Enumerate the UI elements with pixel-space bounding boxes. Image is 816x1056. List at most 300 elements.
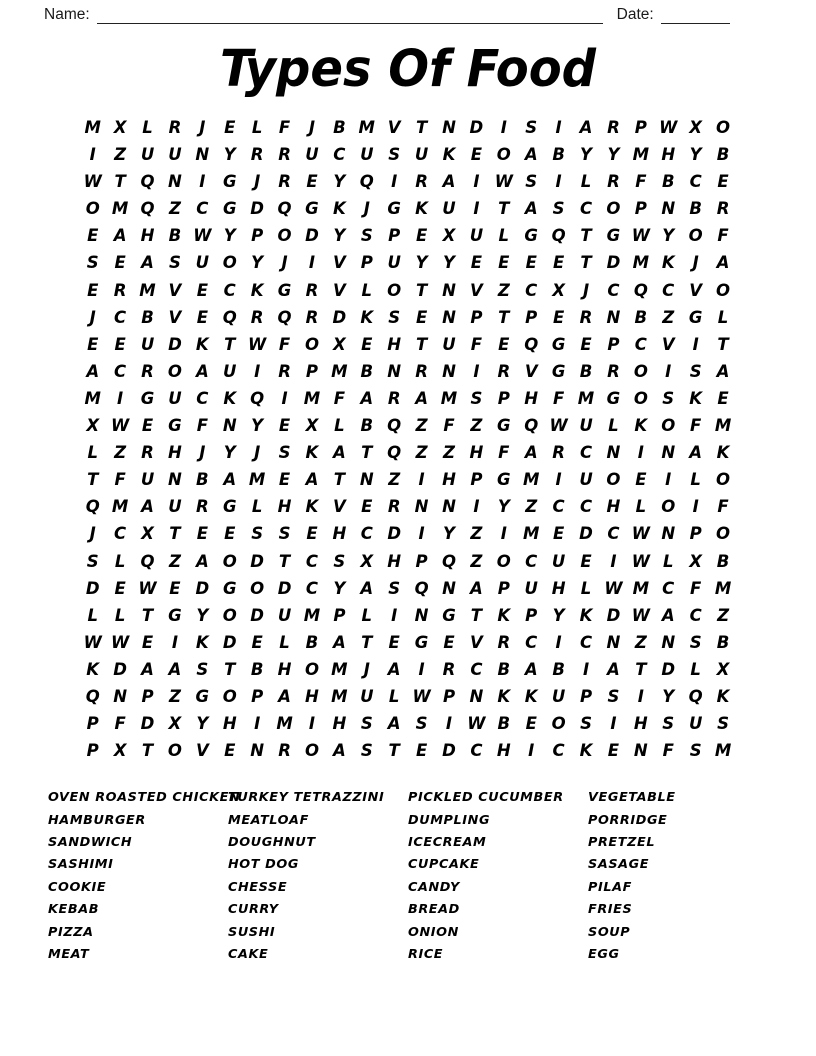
word-item: CANDY — [408, 879, 460, 895]
grid-cell: W — [83, 632, 102, 652]
grid-cell: G — [497, 416, 511, 436]
grid-cell: E — [141, 632, 154, 652]
grid-cell: Q — [387, 416, 402, 436]
grid-cell: U — [442, 199, 456, 219]
grid-cell: N — [222, 416, 237, 436]
grid-cell: G — [688, 307, 703, 327]
grid-cell: Y — [196, 714, 209, 734]
grid-cell: L — [114, 551, 126, 571]
grid-cell: R — [497, 361, 511, 381]
grid-cell: O — [716, 524, 731, 544]
grid-cell: U — [387, 253, 401, 273]
grid-cell: Z — [470, 551, 483, 571]
grid-cell: E — [278, 470, 291, 490]
grid-cell: O — [551, 714, 566, 734]
grid-cell: A — [360, 578, 374, 598]
grid-cell: S — [388, 145, 401, 165]
grid-cell: V — [470, 632, 483, 652]
grid-cell: O — [496, 551, 511, 571]
grid-cell: T — [333, 470, 345, 490]
grid-cell: W — [111, 632, 130, 652]
grid-cell: A — [689, 443, 703, 463]
grid-cell: Y — [607, 145, 620, 165]
grid-row — [79, 412, 737, 439]
grid-cell: E — [224, 741, 236, 761]
grid-cell: B — [497, 714, 511, 734]
grid-cell: S — [360, 226, 373, 246]
grid-cell: G — [606, 226, 621, 246]
grid-cell: E — [525, 253, 537, 273]
grid-cell: T — [415, 280, 428, 300]
grid-cell: T — [717, 334, 729, 354]
grid-cell: C — [305, 551, 318, 571]
grid-cell: Y — [662, 686, 675, 706]
grid-cell: M — [331, 361, 348, 381]
grid-row — [79, 168, 737, 195]
grid-cell: G — [222, 172, 237, 192]
grid-cell: G — [168, 605, 182, 625]
grid-cell: M — [632, 145, 650, 165]
grid-cell: P — [251, 686, 264, 706]
grid-cell: A — [141, 497, 154, 517]
grid-cell: R — [607, 172, 620, 192]
grid-cell: M — [358, 118, 375, 137]
grid-cell: I — [500, 118, 507, 137]
grid-cell: C — [607, 524, 620, 544]
grid-cell: J — [254, 172, 261, 192]
grid-cell: P — [470, 470, 483, 490]
grid-cell: R — [278, 145, 291, 165]
grid-cell: L — [361, 280, 373, 300]
grid-cell: P — [333, 605, 346, 625]
grid-row — [79, 439, 737, 466]
grid-cell: A — [524, 199, 538, 219]
grid-row — [79, 358, 737, 385]
grid-cell: P — [579, 686, 593, 706]
grid-cell: S — [388, 578, 401, 598]
grid-cell: K — [442, 145, 456, 165]
grid-cell: Y — [662, 226, 675, 246]
grid-cell: W — [412, 686, 431, 706]
grid-cell: Y — [443, 253, 455, 273]
grid-cell: T — [114, 172, 126, 192]
grid-cell: D — [661, 659, 676, 679]
grid-cell: R — [415, 172, 428, 192]
grid-cell: S — [360, 741, 373, 761]
grid-cell: F — [717, 497, 729, 517]
grid-cell: M — [714, 416, 732, 436]
grid-cell: W — [549, 416, 568, 436]
grid-cell: P — [497, 578, 510, 598]
grid-cell: P — [634, 118, 647, 137]
date-blank-line — [661, 7, 730, 24]
grid-cell: A — [86, 361, 100, 381]
grid-cell: D — [606, 253, 621, 273]
grid-row — [79, 195, 737, 222]
grid-cell: S — [278, 524, 291, 544]
grid-cell: I — [391, 605, 398, 625]
grid-cell: Y — [223, 145, 236, 165]
grid-cell: J — [89, 524, 96, 544]
grid-cell: C — [662, 280, 675, 300]
grid-cell: T — [87, 470, 99, 490]
grid-cell: W — [631, 226, 650, 246]
grid-cell: N — [661, 524, 676, 544]
grid-cell: F — [196, 416, 208, 436]
grid-cell: N — [606, 632, 621, 652]
grid-cell: G — [168, 416, 182, 436]
grid-cell: C — [114, 361, 127, 381]
grid-cell: S — [662, 714, 675, 734]
grid-cell: E — [306, 172, 318, 192]
grid-cell: J — [363, 659, 370, 679]
grid-cell: U — [168, 497, 182, 517]
grid-cell: I — [610, 551, 617, 571]
grid-cell: C — [196, 199, 209, 219]
grid-cell: E — [717, 388, 729, 408]
grid-cell: C — [607, 280, 620, 300]
word-item: TURKEY TETRAZZINI — [228, 790, 385, 806]
grid-cell: Y — [333, 226, 346, 246]
grid-cell: T — [635, 659, 647, 679]
grid-cell: S — [251, 524, 264, 544]
grid-cell: R — [579, 307, 593, 327]
grid-cell: I — [692, 334, 699, 354]
grid-cell: G — [305, 199, 319, 219]
grid-cell: B — [305, 632, 319, 652]
grid-cell: Q — [414, 578, 429, 598]
grid-cell: L — [498, 226, 510, 246]
grid-cell: I — [637, 443, 644, 463]
word-item: CHESSE — [228, 879, 288, 895]
grid-cell: E — [415, 226, 428, 246]
grid-cell: Z — [525, 497, 538, 517]
grid-cell: A — [524, 443, 538, 463]
grid-cell: L — [690, 470, 701, 490]
grid-cell: W — [631, 551, 650, 571]
word-item: CURRY — [228, 902, 279, 918]
grid-cell: E — [114, 253, 126, 273]
grid-cell: T — [141, 605, 154, 625]
grid-cell: I — [117, 388, 124, 408]
grid-cell: J — [199, 443, 206, 463]
grid-cell: L — [717, 307, 729, 327]
grid-cell: M — [139, 280, 156, 300]
grid-cell: N — [442, 307, 456, 327]
page-title: Types Of Food — [219, 39, 597, 99]
grid-cell: E — [552, 524, 565, 544]
grid-cell: T — [580, 253, 592, 273]
grid-cell: U — [277, 605, 292, 625]
grid-cell: T — [361, 443, 373, 463]
grid-row — [79, 548, 737, 575]
grid-cell: G — [606, 388, 621, 408]
grid-cell: H — [332, 714, 347, 734]
grid-cell: L — [142, 118, 153, 137]
grid-cell: J — [582, 280, 590, 300]
grid-cell: B — [333, 118, 346, 137]
grid-cell: X — [552, 280, 565, 300]
grid-cell: O — [496, 145, 511, 165]
grid-cell: N — [633, 741, 648, 761]
grid-cell: O — [387, 280, 402, 300]
grid-cell: P — [415, 551, 428, 571]
grid-cell: M — [84, 388, 101, 408]
grid-cell: U — [195, 253, 210, 273]
grid-cell: R — [278, 361, 291, 381]
grid-row — [79, 277, 737, 304]
grid-cell: D — [469, 118, 484, 137]
grid-cell: Y — [333, 578, 346, 598]
grid-row — [79, 141, 737, 168]
grid-cell: K — [497, 686, 511, 706]
grid-cell: X — [86, 416, 100, 436]
grid-cell: I — [418, 659, 425, 679]
grid-row — [79, 493, 737, 520]
grid-cell: O — [85, 199, 100, 219]
grid-cell: P — [470, 307, 483, 327]
grid-cell: F — [635, 172, 647, 192]
grid-cell: K — [579, 605, 593, 625]
grid-cell: I — [473, 199, 480, 219]
grid-cell: P — [607, 334, 620, 354]
grid-cell: P — [442, 686, 456, 706]
grid-cell: N — [387, 361, 402, 381]
grid-cell: S — [388, 307, 401, 327]
word-item: ONION — [408, 924, 459, 940]
grid-cell: D — [442, 741, 456, 761]
grid-cell: R — [415, 361, 428, 381]
grid-cell: I — [637, 686, 644, 706]
grid-cell: Q — [277, 199, 292, 219]
grid-cell: A — [524, 145, 538, 165]
grid-cell: H — [524, 388, 539, 408]
date-label: Date: — [616, 6, 654, 23]
grid-cell: I — [473, 172, 480, 192]
grid-cell: T — [224, 334, 236, 354]
grid-cell: R — [387, 497, 401, 517]
grid-cell: D — [140, 714, 155, 734]
grid-cell: S — [525, 172, 538, 192]
grid-cell: V — [661, 334, 675, 354]
grid-cell: H — [633, 714, 648, 734]
word-item: SUSHI — [228, 924, 276, 940]
grid-cell: X — [168, 714, 182, 734]
grid-cell: Q — [441, 551, 456, 571]
grid-cell: R — [552, 443, 565, 463]
grid-cell: Z — [443, 443, 455, 463]
grid-cell: T — [141, 741, 154, 761]
grid-cell: O — [222, 253, 237, 273]
grid-cell: H — [168, 443, 182, 463]
grid-cell: I — [582, 659, 590, 679]
grid-cell: K — [689, 388, 703, 408]
grid-cell: Q — [387, 443, 402, 463]
grid-row — [79, 683, 737, 710]
grid-cell: G — [442, 605, 456, 625]
grid-cell: E — [635, 470, 647, 490]
grid-cell: O — [633, 388, 648, 408]
grid-cell: U — [524, 578, 538, 598]
grid-cell: F — [690, 578, 702, 598]
grid-cell: W — [631, 524, 650, 544]
grid-cell: G — [140, 388, 155, 408]
grid-cell: E — [87, 334, 99, 354]
grid-row — [79, 629, 737, 656]
grid-cell: D — [332, 307, 347, 327]
word-item: DOUGHNUT — [228, 835, 316, 851]
grid-cell: S — [580, 714, 592, 734]
grid-cell: X — [113, 118, 127, 137]
grid-cell: K — [716, 686, 730, 706]
grid-cell: C — [579, 497, 593, 517]
grid-cell: Z — [470, 416, 483, 436]
grid-cell: I — [391, 172, 398, 192]
grid-cell: S — [415, 714, 428, 734]
grid-cell: E — [114, 578, 126, 598]
grid-cell: N — [606, 443, 621, 463]
grid-cell: I — [199, 172, 206, 192]
grid-cell: F — [114, 714, 126, 734]
grid-cell: P — [251, 226, 264, 246]
grid-cell: D — [387, 524, 402, 544]
grid-cell: A — [387, 659, 401, 679]
grid-cell: Y — [552, 605, 565, 625]
grid-cell: S — [607, 686, 620, 706]
grid-cell: I — [610, 714, 617, 734]
word-item: SOUP — [588, 924, 631, 940]
grid-cell: W — [659, 118, 678, 137]
grid-cell: U — [168, 388, 182, 408]
word-item: VEGETABLE — [588, 790, 676, 806]
grid-cell: T — [470, 605, 483, 625]
grid-cell: Q — [633, 280, 648, 300]
grid-cell: A — [415, 388, 428, 408]
grid-cell: Y — [580, 145, 592, 165]
grid-cell: H — [140, 226, 155, 246]
grid-cell: K — [634, 416, 648, 436]
grid-cell: T — [361, 632, 373, 652]
grid-cell: D — [168, 334, 182, 354]
grid-cell: N — [414, 497, 429, 517]
word-item: SANDWICH — [48, 835, 133, 851]
grid-cell: M — [111, 199, 129, 219]
grid-cell: W — [604, 578, 623, 598]
grid-cell: Q — [222, 307, 237, 327]
grid-cell: L — [87, 605, 98, 625]
word-item: PICKLED CUCUMBER — [408, 790, 564, 806]
grid-cell: C — [689, 605, 702, 625]
grid-cell: N — [661, 199, 676, 219]
grid-cell: I — [473, 361, 480, 381]
grid-cell: E — [607, 741, 620, 761]
grid-cell: A — [661, 605, 675, 625]
grid-cell: G — [277, 280, 292, 300]
grid-cell: R — [168, 118, 182, 137]
word-list-column — [48, 787, 241, 966]
grid-cell: O — [222, 605, 237, 625]
grid-cell: M — [522, 524, 540, 544]
grid-cell: A — [195, 551, 209, 571]
grid-cell: U — [360, 145, 374, 165]
grid-cell: Q — [85, 497, 100, 517]
grid-cell: E — [224, 524, 236, 544]
grid-cell: C — [552, 741, 565, 761]
grid-cell: E — [87, 226, 99, 246]
grid-cell: C — [579, 199, 593, 219]
grid-cell: D — [250, 551, 264, 571]
grid-cell: G — [524, 226, 538, 246]
word-item: PRETZEL — [588, 835, 656, 851]
grid-cell: F — [552, 388, 565, 408]
grid-cell: S — [278, 443, 291, 463]
grid-row — [79, 575, 737, 602]
grid-cell: F — [114, 470, 126, 490]
name-field — [44, 6, 603, 24]
grid-cell: Y — [689, 145, 702, 165]
grid-cell: O — [304, 741, 319, 761]
grid-cell: O — [222, 686, 237, 706]
grid-cell: W — [494, 172, 513, 192]
grid-cell: X — [442, 226, 456, 246]
grid-cell: I — [281, 388, 288, 408]
grid-cell: Y — [497, 497, 510, 517]
grid-cell: X — [113, 741, 127, 761]
grid-cell: C — [525, 280, 538, 300]
grid-cell: H — [332, 524, 347, 544]
grid-cell: Z — [415, 443, 428, 463]
grid-cell: U — [688, 714, 703, 734]
grid-cell: E — [306, 524, 318, 544]
grid-cell: L — [608, 416, 619, 436]
grid-cell: T — [498, 199, 510, 219]
grid-cell: Q — [85, 686, 100, 706]
word-item: MEAT — [48, 946, 90, 962]
grid-cell: S — [717, 714, 729, 734]
word-item: SASHIMI — [48, 857, 114, 873]
grid-cell: F — [717, 226, 729, 246]
grid-cell: Z — [114, 145, 127, 165]
grid-cell: V — [168, 280, 182, 300]
grid-cell: Q — [277, 307, 292, 327]
grid-cell: E — [470, 145, 483, 165]
grid-cell: E — [498, 253, 510, 273]
grid-cell: U — [168, 145, 182, 165]
grid-cell: O — [633, 361, 648, 381]
grid-cell: A — [579, 118, 593, 137]
grid-cell: R — [607, 361, 620, 381]
grid-cell: B — [168, 226, 182, 246]
grid-cell: E — [580, 334, 592, 354]
grid-row — [79, 710, 737, 737]
grid-cell: T — [169, 524, 181, 544]
grid-cell: U — [140, 145, 155, 165]
grid-cell: F — [470, 334, 483, 354]
grid-cell: K — [305, 443, 319, 463]
grid-cell: F — [278, 118, 291, 137]
grid-cell: V — [689, 280, 703, 300]
grid-cell: X — [689, 551, 702, 571]
grid-cell: Z — [388, 470, 401, 490]
grid-cell: V — [470, 280, 483, 300]
grid-cell: C — [470, 741, 483, 761]
grid-cell: A — [141, 659, 154, 679]
grid-cell: E — [114, 334, 126, 354]
grid-cell: A — [524, 659, 538, 679]
grid-cell: Z — [415, 416, 428, 436]
grid-cell: M — [84, 118, 101, 137]
word-item: BREAD — [408, 902, 460, 918]
